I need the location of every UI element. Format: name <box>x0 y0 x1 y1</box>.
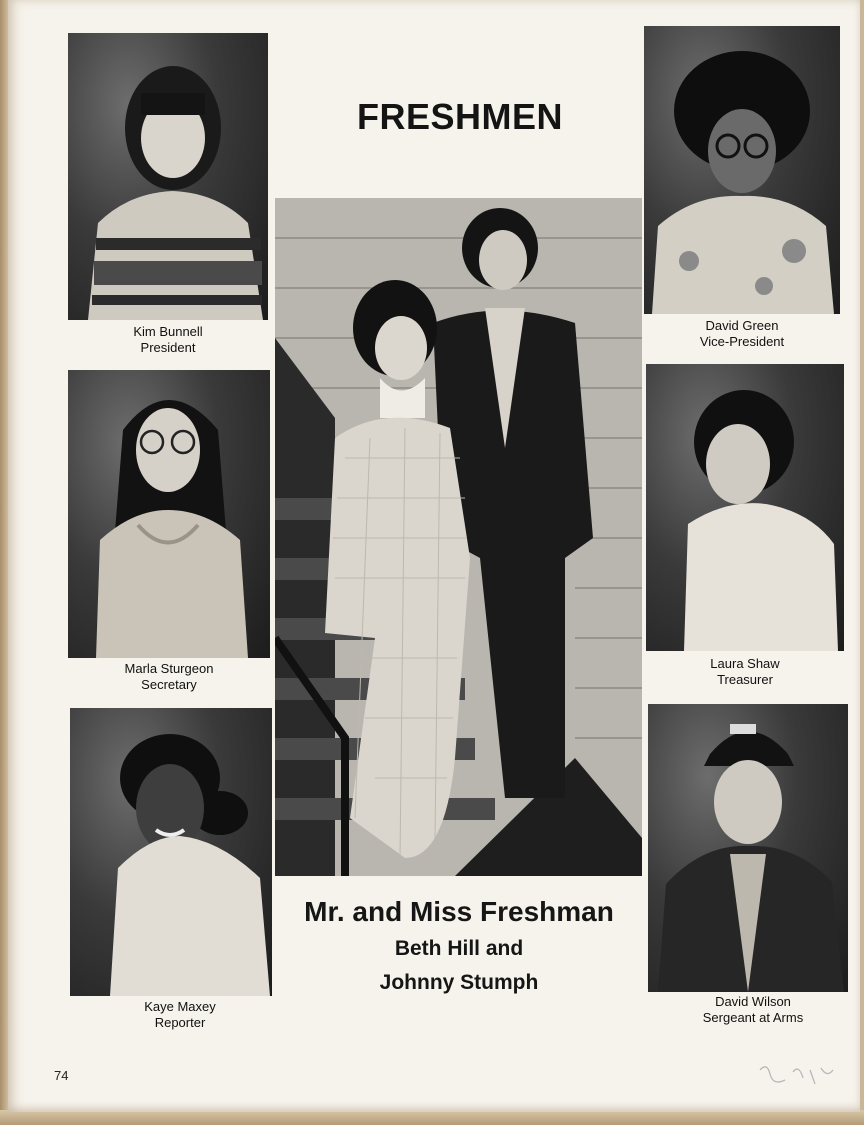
caption-kim-bunnell <box>68 324 268 356</box>
page-heading: FRESHMEN <box>356 96 563 137</box>
photo-laura-shaw <box>646 364 844 651</box>
officer-name: Kim Bunnell <box>133 324 203 339</box>
caption-marla-sturgeon <box>68 661 270 693</box>
officer-title: Secretary <box>141 677 197 692</box>
caption-david-green <box>644 318 840 350</box>
officer-name: David Wilson <box>715 994 791 1009</box>
photo-kaye-maxey <box>70 708 272 996</box>
officer-title: Reporter <box>154 1015 206 1030</box>
photo-kim-bunnell <box>68 33 268 320</box>
photo-mr-and-miss-freshman <box>275 198 642 876</box>
officer-name: Kaye Maxey <box>144 999 216 1014</box>
caption-kaye-maxey <box>70 999 290 1031</box>
officer-name: David Green <box>705 318 779 333</box>
page-number: 74 <box>54 1068 69 1083</box>
feature-names-line1: Beth Hill and <box>394 937 524 960</box>
photo-marla-sturgeon <box>68 370 270 658</box>
feature-names-line2: Johnny Stumph <box>379 971 539 994</box>
caption-laura-shaw <box>646 656 844 688</box>
officer-title: Sergeant at Arms <box>702 1010 804 1025</box>
officer-name: Laura Shaw <box>710 656 780 671</box>
officer-title: Vice-President <box>699 334 785 349</box>
pencil-marks <box>755 1060 845 1094</box>
photo-david-green <box>644 26 840 314</box>
feature-title: Mr. and Miss Freshman <box>304 896 614 927</box>
officer-name: Marla Sturgeon <box>124 661 214 676</box>
officer-title: President <box>140 340 196 355</box>
page-edge <box>0 1110 864 1125</box>
photo-david-wilson <box>648 704 848 992</box>
officer-title: Treasurer <box>717 672 773 687</box>
caption-david-wilson <box>648 994 858 1026</box>
